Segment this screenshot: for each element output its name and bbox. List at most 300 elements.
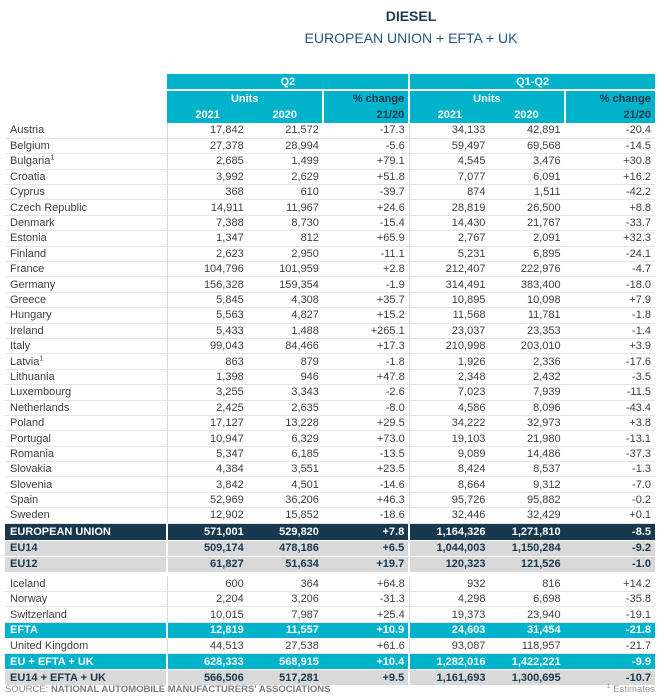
- row-label: United Kingdom: [5, 638, 167, 653]
- value-cell: 1,271,810: [489, 523, 564, 540]
- value-cell: 8,096: [489, 400, 564, 415]
- value-cell: 4,827: [248, 308, 323, 323]
- value-cell: -9.9: [565, 654, 655, 670]
- row-label: Luxembourg: [5, 385, 167, 400]
- row-label: Bulgaria$^1$: [5, 154, 167, 169]
- value-cell: 1,282,016: [409, 654, 489, 670]
- value-cell: +73.0: [323, 431, 409, 446]
- value-cell: 34,222: [409, 415, 489, 430]
- value-cell: 7,023: [409, 385, 489, 400]
- value-cell: +16.2: [565, 169, 655, 184]
- value-cell: 95,726: [409, 492, 489, 507]
- value-cell: -21.7: [565, 638, 655, 653]
- table-body: [5, 123, 655, 686]
- value-cell: 1,161,693: [409, 670, 489, 686]
- value-cell: -8.0: [323, 400, 409, 415]
- table-row: [5, 523, 655, 540]
- value-cell: 2,629: [248, 169, 323, 184]
- header-corner: [5, 74, 167, 90]
- value-cell: 5,433: [167, 323, 247, 338]
- table-row: [5, 200, 655, 215]
- row-label: Iceland: [5, 576, 167, 591]
- row-label: EU12: [5, 556, 167, 572]
- value-cell: -2.6: [323, 385, 409, 400]
- value-cell: 11,781: [489, 308, 564, 323]
- value-cell: -43.4: [565, 400, 655, 415]
- value-cell: 568,915: [248, 654, 323, 670]
- value-cell: 1,347: [167, 231, 247, 246]
- value-cell: 517,281: [248, 670, 323, 686]
- value-cell: 6,329: [248, 431, 323, 446]
- value-cell: 3,551: [248, 462, 323, 477]
- value-cell: 600: [167, 576, 247, 591]
- value-cell: 120,323: [409, 556, 489, 572]
- value-cell: 874: [409, 185, 489, 200]
- value-cell: 2,623: [167, 246, 247, 261]
- row-label: Cyprus: [5, 185, 167, 200]
- value-cell: 3,255: [167, 385, 247, 400]
- value-cell: -17.6: [565, 354, 655, 369]
- value-cell: 5,845: [167, 292, 247, 307]
- value-cell: 7,077: [409, 169, 489, 184]
- value-cell: +0.1: [565, 508, 655, 523]
- value-cell: 3,206: [248, 592, 323, 607]
- table-row: [5, 138, 655, 153]
- value-cell: 11,967: [248, 200, 323, 215]
- value-cell: 101,959: [248, 262, 323, 277]
- estimates-footnote: [607, 684, 655, 695]
- value-cell: 6,698: [489, 592, 564, 607]
- value-cell: 5,347: [167, 446, 247, 461]
- value-cell: +9.5: [323, 670, 409, 686]
- value-cell: -18.6: [323, 508, 409, 523]
- value-cell: -15.4: [323, 215, 409, 230]
- value-cell: 11,557: [248, 622, 323, 638]
- row-label: Estonia: [5, 231, 167, 246]
- row-label: EU14: [5, 540, 167, 556]
- row-label: Romania: [5, 446, 167, 461]
- footnote-text: Estimates: [613, 684, 655, 695]
- row-label: Ireland: [5, 323, 167, 338]
- row-label: EU + EFTA + UK: [5, 654, 167, 670]
- value-cell: 23,940: [489, 607, 564, 622]
- value-cell: -21.8: [565, 622, 655, 638]
- value-cell: 6,895: [489, 246, 564, 261]
- value-cell: 1,499: [248, 154, 323, 169]
- table-row: [5, 654, 655, 670]
- value-cell: 4,384: [167, 462, 247, 477]
- value-cell: 5,231: [409, 246, 489, 261]
- value-cell: +64.8: [323, 576, 409, 591]
- value-cell: 23,353: [489, 323, 564, 338]
- value-cell: 364: [248, 576, 323, 591]
- value-cell: 816: [489, 576, 564, 591]
- value-cell: -20.4: [565, 123, 655, 138]
- row-label: Finland: [5, 246, 167, 261]
- value-cell: 2,091: [489, 231, 564, 246]
- value-cell: 19,373: [409, 607, 489, 622]
- value-cell: 15,852: [248, 508, 323, 523]
- value-cell: 509,174: [167, 540, 247, 556]
- header-group-q1q2: Q1-Q2: [409, 74, 655, 90]
- value-cell: 8,730: [248, 215, 323, 230]
- table-row: [5, 508, 655, 523]
- table-row: [5, 576, 655, 591]
- value-cell: 4,308: [248, 292, 323, 307]
- value-cell: +15.2: [323, 308, 409, 323]
- value-cell: 104,796: [167, 262, 247, 277]
- value-cell: 156,328: [167, 277, 247, 292]
- value-cell: 1,488: [248, 323, 323, 338]
- value-cell: 1,300,695: [489, 670, 564, 686]
- table-row: [5, 431, 655, 446]
- footnote-marker: 1: [606, 682, 611, 690]
- value-cell: -8.5: [565, 523, 655, 540]
- value-cell: 6,185: [248, 446, 323, 461]
- table-row: [5, 277, 655, 292]
- value-cell: 478,186: [248, 540, 323, 556]
- value-cell: +3.8: [565, 415, 655, 430]
- value-cell: 12,902: [167, 508, 247, 523]
- table-row: [5, 492, 655, 507]
- header-year-2021-q1q2: 2021: [409, 107, 489, 123]
- value-cell: 10,947: [167, 431, 247, 446]
- table-footer: [5, 684, 655, 695]
- value-cell: 13,228: [248, 415, 323, 430]
- value-cell: 21,767: [489, 215, 564, 230]
- value-cell: 3,842: [167, 477, 247, 492]
- value-cell: 1,511: [489, 185, 564, 200]
- table-row: [5, 607, 655, 622]
- value-cell: -35.8: [565, 592, 655, 607]
- value-cell: -10.7: [565, 670, 655, 686]
- row-label: Norway: [5, 592, 167, 607]
- value-cell: 4,501: [248, 477, 323, 492]
- value-cell: -7.0: [565, 477, 655, 492]
- footnote-marker: 1: [50, 154, 55, 162]
- value-cell: 222,976: [489, 262, 564, 277]
- table-row: [5, 462, 655, 477]
- row-label: Netherlands: [5, 400, 167, 415]
- value-cell: 5,563: [167, 308, 247, 323]
- value-cell: 7,388: [167, 215, 247, 230]
- value-cell: 6,091: [489, 169, 564, 184]
- table-row: [5, 385, 655, 400]
- value-cell: 8,424: [409, 462, 489, 477]
- value-cell: 8,664: [409, 477, 489, 492]
- value-cell: -31.3: [323, 592, 409, 607]
- table-row: [5, 215, 655, 230]
- value-cell: -1.9: [323, 277, 409, 292]
- value-cell: +17.3: [323, 338, 409, 353]
- value-cell: +7.9: [565, 292, 655, 307]
- value-cell: +29.5: [323, 415, 409, 430]
- table-row: [5, 246, 655, 261]
- footnote-marker: 1: [39, 354, 44, 362]
- header-corner: [5, 107, 167, 123]
- table-row: [5, 556, 655, 572]
- value-cell: -33.7: [565, 215, 655, 230]
- value-cell: +19.7: [323, 556, 409, 572]
- value-cell: 566,506: [167, 670, 247, 686]
- value-cell: 32,446: [409, 508, 489, 523]
- row-label: Latvia$^1$: [5, 354, 167, 369]
- value-cell: 2,425: [167, 400, 247, 415]
- row-label: Denmark: [5, 215, 167, 230]
- row-label: EU14 + EFTA + UK: [5, 670, 167, 686]
- header-year-2020-q1q2: 2020: [489, 107, 564, 123]
- value-cell: 21,980: [489, 431, 564, 446]
- registrations-table: [5, 74, 655, 686]
- value-cell: 51,634: [248, 556, 323, 572]
- value-cell: 93,087: [409, 638, 489, 653]
- value-cell: 10,015: [167, 607, 247, 622]
- value-cell: 2,336: [489, 354, 564, 369]
- value-cell: 10,895: [409, 292, 489, 307]
- table-row: [5, 354, 655, 369]
- value-cell: +35.7: [323, 292, 409, 307]
- value-cell: -13.1: [565, 431, 655, 446]
- value-cell: 2,950: [248, 246, 323, 261]
- value-cell: +7.8: [323, 523, 409, 540]
- table-row: [5, 323, 655, 338]
- value-cell: 69,568: [489, 138, 564, 153]
- value-cell: 28,994: [248, 138, 323, 153]
- value-cell: 61,827: [167, 556, 247, 572]
- value-cell: 210,998: [409, 338, 489, 353]
- value-cell: 2,348: [409, 369, 489, 384]
- row-label: Czech Republic: [5, 200, 167, 215]
- value-cell: 4,545: [409, 154, 489, 169]
- value-cell: 32,973: [489, 415, 564, 430]
- value-cell: +25.4: [323, 607, 409, 622]
- table-row: [5, 369, 655, 384]
- table-row: [5, 154, 655, 169]
- value-cell: +51.8: [323, 169, 409, 184]
- title-block: [305, 6, 518, 49]
- value-cell: 42,891: [489, 123, 564, 138]
- value-cell: 11,568: [409, 308, 489, 323]
- row-label: Switzerland: [5, 607, 167, 622]
- value-cell: +32.3: [565, 231, 655, 246]
- value-cell: -1.4: [565, 323, 655, 338]
- value-cell: +30.8: [565, 154, 655, 169]
- value-cell: -17.3: [323, 123, 409, 138]
- table-row: [5, 400, 655, 415]
- value-cell: 571,001: [167, 523, 247, 540]
- row-label: Poland: [5, 415, 167, 430]
- header-pct-change-q2: % change: [323, 90, 409, 107]
- row-label: Austria: [5, 123, 167, 138]
- value-cell: +24.6: [323, 200, 409, 215]
- value-cell: -1.0: [565, 556, 655, 572]
- table-row: [5, 185, 655, 200]
- value-cell: 26,500: [489, 200, 564, 215]
- value-cell: 36,206: [248, 492, 323, 507]
- value-cell: -1.3: [565, 462, 655, 477]
- value-cell: -18.0: [565, 277, 655, 292]
- value-cell: 2,204: [167, 592, 247, 607]
- row-label: Slovakia: [5, 462, 167, 477]
- value-cell: 7,939: [489, 385, 564, 400]
- value-cell: 610: [248, 185, 323, 200]
- value-cell: +61.6: [323, 638, 409, 653]
- value-cell: 28,819: [409, 200, 489, 215]
- value-cell: 99,043: [167, 338, 247, 353]
- value-cell: 21,572: [248, 123, 323, 138]
- value-cell: -1.8: [323, 354, 409, 369]
- value-cell: -42.2: [565, 185, 655, 200]
- value-cell: 3,476: [489, 154, 564, 169]
- value-cell: +8.8: [565, 200, 655, 215]
- row-label: Lithuania: [5, 369, 167, 384]
- value-cell: 1,926: [409, 354, 489, 369]
- value-cell: 529,820: [248, 523, 323, 540]
- value-cell: -14.6: [323, 477, 409, 492]
- value-cell: 19,103: [409, 431, 489, 446]
- table-row: [5, 338, 655, 353]
- value-cell: 2,685: [167, 154, 247, 169]
- value-cell: -5.6: [323, 138, 409, 153]
- value-cell: -14.5: [565, 138, 655, 153]
- value-cell: 23,037: [409, 323, 489, 338]
- value-cell: 368: [167, 185, 247, 200]
- value-cell: 14,486: [489, 446, 564, 461]
- table-row: [5, 592, 655, 607]
- table-row: [5, 169, 655, 184]
- value-cell: +265.1: [323, 323, 409, 338]
- value-cell: 95,882: [489, 492, 564, 507]
- value-cell: 2,432: [489, 369, 564, 384]
- value-cell: 24,603: [409, 622, 489, 638]
- value-cell: 34,133: [409, 123, 489, 138]
- value-cell: 14,430: [409, 215, 489, 230]
- header-units-q2: Units: [167, 90, 322, 107]
- value-cell: 121,526: [489, 556, 564, 572]
- table-row: [5, 540, 655, 556]
- row-label: Spain: [5, 492, 167, 507]
- value-cell: -4.7: [565, 262, 655, 277]
- value-cell: 203,010: [489, 338, 564, 353]
- value-cell: 628,333: [167, 654, 247, 670]
- header-pct-change-q1q2: % change: [565, 90, 655, 107]
- table-row: [5, 308, 655, 323]
- value-cell: 159,354: [248, 277, 323, 292]
- value-cell: 32,429: [489, 508, 564, 523]
- value-cell: 14,911: [167, 200, 247, 215]
- value-cell: 863: [167, 354, 247, 369]
- header-corner: [5, 90, 167, 107]
- source-name: NATIONAL AUTOMOBILE MANUFACTURERS' ASSOCIATIONS: [50, 684, 331, 695]
- row-label: Germany: [5, 277, 167, 292]
- row-label: Greece: [5, 292, 167, 307]
- table-row: [5, 415, 655, 430]
- value-cell: 2,767: [409, 231, 489, 246]
- row-label: EFTA: [5, 622, 167, 638]
- value-cell: 1,150,284: [489, 540, 564, 556]
- value-cell: 52,969: [167, 492, 247, 507]
- value-cell: +46.3: [323, 492, 409, 507]
- value-cell: 812: [248, 231, 323, 246]
- value-cell: 59,497: [409, 138, 489, 153]
- row-label: Portugal: [5, 431, 167, 446]
- value-cell: +79.1: [323, 154, 409, 169]
- value-cell: +10.4: [323, 654, 409, 670]
- row-label: Hungary: [5, 308, 167, 323]
- value-cell: 12,819: [167, 622, 247, 638]
- value-cell: -19.1: [565, 607, 655, 622]
- value-cell: -13.5: [323, 446, 409, 461]
- value-cell: 383,400: [489, 277, 564, 292]
- value-cell: 3,992: [167, 169, 247, 184]
- row-label: Belgium: [5, 138, 167, 153]
- value-cell: 27,378: [167, 138, 247, 153]
- value-cell: 17,127: [167, 415, 247, 430]
- value-cell: 9,312: [489, 477, 564, 492]
- value-cell: 31,454: [489, 622, 564, 638]
- table-row: [5, 231, 655, 246]
- value-cell: -1.8: [565, 308, 655, 323]
- value-cell: 9,089: [409, 446, 489, 461]
- row-label: Sweden: [5, 508, 167, 523]
- table-header: [5, 74, 655, 123]
- header-year-2020-q2: 2020: [248, 107, 323, 123]
- value-cell: 10,098: [489, 292, 564, 307]
- value-cell: 7,987: [248, 607, 323, 622]
- value-cell: 879: [248, 354, 323, 369]
- value-cell: 3,343: [248, 385, 323, 400]
- value-cell: +65.9: [323, 231, 409, 246]
- value-cell: 118,957: [489, 638, 564, 653]
- header-group-q2: Q2: [167, 74, 409, 90]
- table-row: [5, 622, 655, 638]
- value-cell: -37.3: [565, 446, 655, 461]
- row-label: Croatia: [5, 169, 167, 184]
- row-label: Slovenia: [5, 477, 167, 492]
- value-cell: -0.2: [565, 492, 655, 507]
- value-cell: 1,044,003: [409, 540, 489, 556]
- value-cell: -24.1: [565, 246, 655, 261]
- value-cell: 932: [409, 576, 489, 591]
- value-cell: -9.2: [565, 540, 655, 556]
- value-cell: 1,398: [167, 369, 247, 384]
- header-year-2021-q2: 2021: [167, 107, 247, 123]
- header-ratio-q1q2: 21/20: [565, 107, 655, 123]
- value-cell: 946: [248, 369, 323, 384]
- header-ratio-q2: 21/20: [323, 107, 409, 123]
- value-cell: +2.8: [323, 262, 409, 277]
- value-cell: +6.5: [323, 540, 409, 556]
- value-cell: 27,538: [248, 638, 323, 653]
- table-row: [5, 446, 655, 461]
- row-label: EUROPEAN UNION: [5, 523, 167, 540]
- value-cell: 2,635: [248, 400, 323, 415]
- value-cell: +47.8: [323, 369, 409, 384]
- value-cell: +14.2: [565, 576, 655, 591]
- header-units-q1q2: Units: [409, 90, 564, 107]
- source-line: [5, 684, 330, 695]
- value-cell: 1,164,326: [409, 523, 489, 540]
- value-cell: 212,407: [409, 262, 489, 277]
- value-cell: 1,422,221: [489, 654, 564, 670]
- table-row: [5, 262, 655, 277]
- row-label: France: [5, 262, 167, 277]
- table-row: [5, 638, 655, 653]
- value-cell: 84,466: [248, 338, 323, 353]
- value-cell: +23.5: [323, 462, 409, 477]
- value-cell: -3.5: [565, 369, 655, 384]
- value-cell: 8,537: [489, 462, 564, 477]
